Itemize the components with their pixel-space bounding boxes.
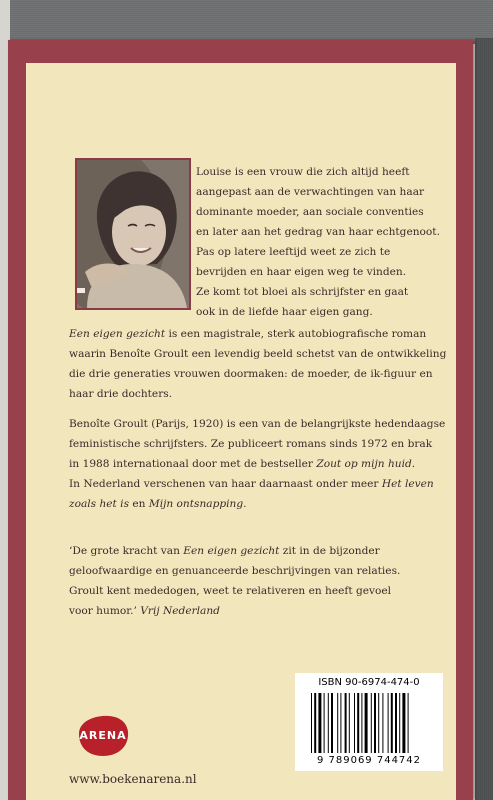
- barcode-bar: [345, 693, 347, 753]
- page-edges-right: [475, 38, 493, 800]
- cream-panel: [26, 63, 456, 800]
- barcode-bar: [365, 693, 368, 753]
- quote-text: voor humor.’: [69, 605, 141, 617]
- bio-text: en: [129, 498, 149, 510]
- quote-line: Groult kent mededogen, weet te relativeren en heeft gevoel: [69, 585, 392, 597]
- barcode-bar: [331, 693, 333, 753]
- barcode-bar: [354, 693, 355, 753]
- barcode-bars: [309, 693, 429, 753]
- quote-line: geloofwaardige en genuanceerde beschrijvingen van relaties.: [69, 565, 401, 577]
- quote-source: Vrij Nederland: [140, 605, 220, 617]
- ean-number: 9 789069 744742: [316, 755, 422, 766]
- book-title: Een eigen gezicht: [69, 328, 166, 340]
- arena-logo-text: ARENA: [79, 729, 127, 742]
- bio-book-title: Mijn ontsnapping.: [148, 498, 247, 510]
- blurb-line: die drie generaties vrouwen doormaken: de moeder, de ik-figuur en: [69, 368, 433, 380]
- quote-text: ‘De grote kracht van: [69, 545, 184, 557]
- barcode-bar: [391, 693, 393, 753]
- blurb-line: [69, 324, 446, 344]
- press-quote: [69, 541, 400, 621]
- barcode-bar: [328, 693, 329, 753]
- barcode-bar: [357, 693, 359, 753]
- bio-line: [69, 474, 445, 494]
- barcode-bar: [311, 693, 312, 753]
- author-photo: [75, 158, 191, 310]
- barcode-bar: [337, 693, 338, 753]
- quote-line: [69, 601, 400, 621]
- barcode-label: [295, 673, 443, 771]
- barcode-bar: [408, 693, 409, 753]
- barcode-bar: [314, 693, 316, 753]
- blurb-line-rest: is een magistrale, sterk autobiografische roman: [165, 328, 427, 340]
- barcode-bar: [349, 693, 350, 753]
- blurb-line: Ze komt tot bloei als schrijfster en gaat: [196, 286, 409, 298]
- blurb-line: dominante moeder, aan sociale conventies: [196, 206, 424, 218]
- publisher-url[interactable]: www.boekenarena.nl: [69, 772, 197, 786]
- barcode-bar: [324, 693, 325, 753]
- blurb-line: haar drie dochters.: [69, 388, 173, 400]
- blurb-line: bevrijden en haar eigen weg te vinden.: [196, 266, 407, 278]
- quote-book-title: Een eigen gezicht: [183, 545, 280, 557]
- author-bio: [69, 414, 445, 514]
- quote-line: [69, 541, 400, 561]
- bio-text: In Nederland verschenen van haar daarnaast onder meer: [69, 478, 382, 490]
- bio-text: in 1988 internationaal door met de bestseller: [69, 458, 317, 470]
- bio-book-title: Zout op mijn huid.: [316, 458, 416, 470]
- blurb-line: aangepast aan de verwachtingen van haar: [196, 186, 425, 198]
- barcode-bar: [402, 693, 405, 753]
- bio-book-title: zoals het is: [69, 498, 130, 510]
- barcode-bar: [340, 693, 341, 753]
- barcode-bar: [318, 693, 321, 753]
- barcode-bar: [374, 693, 376, 753]
- barcode-bar: [371, 693, 372, 753]
- barcode-bar: [395, 693, 397, 753]
- blurb-line: Louise is een vrouw die zich altijd heeft: [196, 166, 410, 178]
- blurb-line: Pas op latere leeftijd weet ze zich te: [196, 246, 391, 258]
- barcode-bar: [361, 693, 362, 753]
- bio-book-title: Het leven: [381, 478, 434, 490]
- isbn-number: ISBN 90-6974-474-0: [318, 677, 420, 688]
- barcode-bar: [378, 693, 379, 753]
- blurb-text-beside-photo: [196, 162, 440, 322]
- bio-line: Benoîte Groult (Parijs, 1920) is een van de belangrijkste hedendaagse: [69, 418, 446, 430]
- barcode-bar: [388, 693, 389, 753]
- barcode-bar: [382, 693, 383, 753]
- book-back-cover: [8, 40, 473, 800]
- bio-line: [69, 494, 445, 514]
- page-edges-top: [10, 0, 493, 44]
- bio-line: [69, 454, 445, 474]
- arena-logo: [75, 714, 131, 762]
- blurb-line: waarin Benoîte Groult een levendig beeld schetst van de ontwikkeling: [69, 348, 447, 360]
- blurb-text-full-width: [69, 324, 446, 404]
- bio-line: feministische schrijfsters. Ze publiceert romans sinds 1972 en brak: [69, 438, 433, 450]
- blurb-line: ook in de liefde haar eigen gang.: [196, 306, 373, 318]
- blurb-line: en later aan het gedrag van haar echtgenoot.: [196, 226, 440, 238]
- barcode-bar: [399, 693, 400, 753]
- quote-text: zit in de bijzonder: [279, 545, 380, 557]
